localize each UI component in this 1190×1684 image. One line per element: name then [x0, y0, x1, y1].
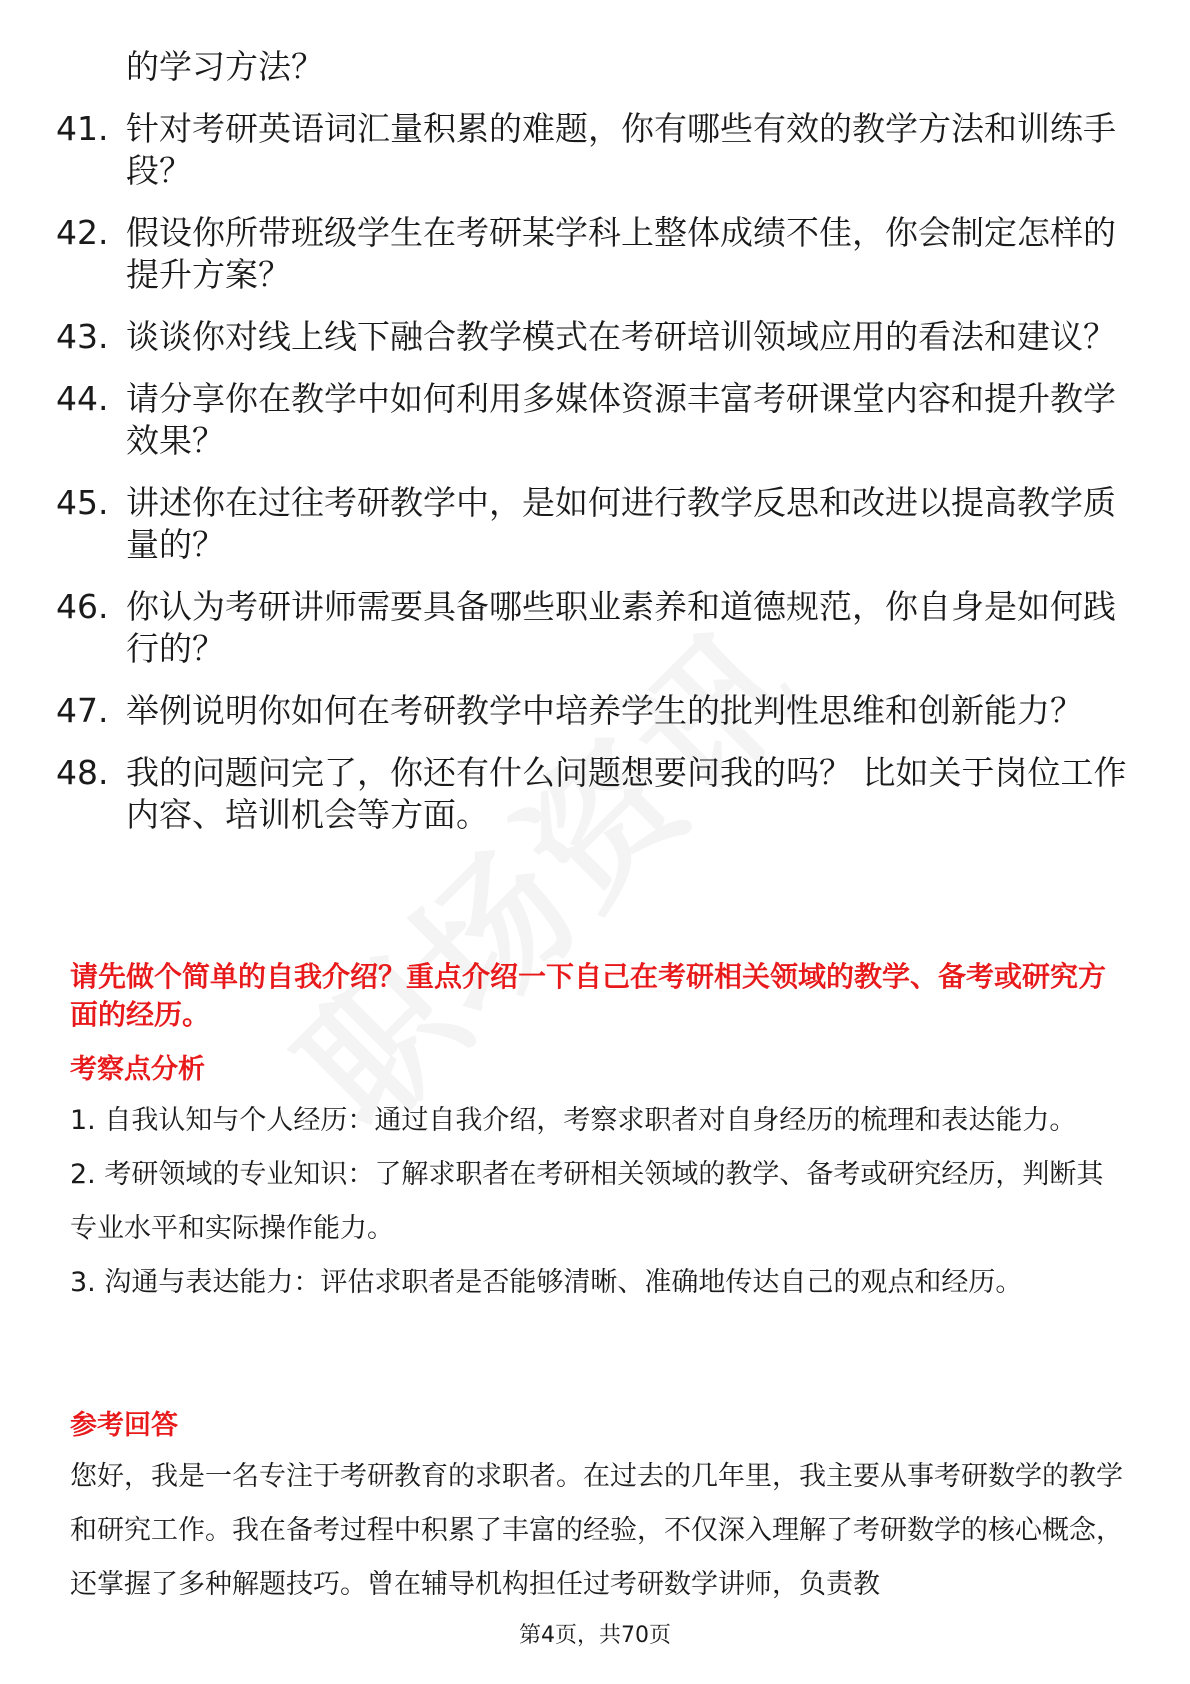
question-text: 针对考研英语词汇量积累的难题，你有哪些有效的教学方法和训练手段？ [126, 109, 1116, 190]
analysis-point: 3. 沟通与表达能力：评估求职者是否能够清晰、准确地传达自己的观点和经历。 [70, 1267, 1023, 1298]
featured-question: 请先做个简单的自我介绍？重点介绍一下自己在考研相关领域的教学、备考或研究方面的经历。 [70, 960, 1107, 1031]
question-number: 48. [56, 753, 109, 792]
question-item [56, 690, 1136, 732]
question-number: 44. [56, 379, 109, 418]
question-number: 41. [56, 109, 109, 148]
question-number: 45. [56, 483, 109, 522]
question-number: 46. [56, 587, 109, 626]
question-text: 你认为考研讲师需要具备哪些职业素养和道德规范，你自身是如何践行的？ [126, 587, 1116, 668]
question-text: 举例说明你如何在考研教学中培养学生的批判性思维和创新能力？ [126, 691, 1083, 730]
question-number: 43. [56, 317, 109, 356]
reference-text: 您好，我是一名专注于考研教育的求职者。在过去的几年里，我主要从事考研数学的教学和研究工作。我在备考过程中积累了丰富的经验，不仅深入理解了考研数学的核心概念，还掌握了多种解题技巧。曾在辅导机构担任过考研数学讲师，负责教 [70, 1461, 1123, 1600]
analysis-heading: 考察点分析 [70, 1054, 205, 1085]
question-item [56, 108, 1136, 192]
question-number: 42. [56, 213, 109, 252]
page-footer: 第4页，共70页 [519, 1623, 671, 1648]
analysis-point: 1. 自我认知与个人经历：通过自我介绍，考察求职者对自身经历的梳理和表达能力。 [70, 1105, 1077, 1136]
analysis-section [70, 1052, 1130, 1310]
reference-section [70, 1408, 1130, 1612]
question-text: 讲述你在过往考研教学中，是如何进行教学反思和改进以提高教学质量的？ [126, 483, 1116, 564]
question-text: 请分享你在教学中如何利用多媒体资源丰富考研课堂内容和提升教学效果？ [126, 379, 1116, 460]
question-text: 假设你所带班级学生在考研某学科上整体成绩不佳，你会制定怎样的提升方案？ [126, 213, 1116, 294]
question-item [56, 752, 1136, 836]
question-list [56, 46, 1136, 856]
question-number: 47. [56, 691, 109, 730]
question-continuation: 的学习方法？ [126, 47, 324, 86]
question-item [56, 212, 1136, 296]
question-item [56, 316, 1136, 358]
question-text: 谈谈你对线上线下融合教学模式在考研培训领域应用的看法和建议？ [126, 317, 1116, 356]
reference-heading: 参考回答 [70, 1410, 178, 1441]
featured-question-section [70, 958, 1130, 1034]
question-item [56, 586, 1136, 670]
question-item [56, 378, 1136, 462]
question-item [56, 482, 1136, 566]
analysis-point: 2. 考研领域的专业知识：了解求职者在考研相关领域的教学、备考或研究经历，判断其专业水平和实际操作能力。 [70, 1159, 1104, 1244]
question-text: 我的问题问完了，你还有什么问题想要问我的吗？ 比如关于岗位工作内容、培训机会等方面。 [126, 753, 1127, 834]
